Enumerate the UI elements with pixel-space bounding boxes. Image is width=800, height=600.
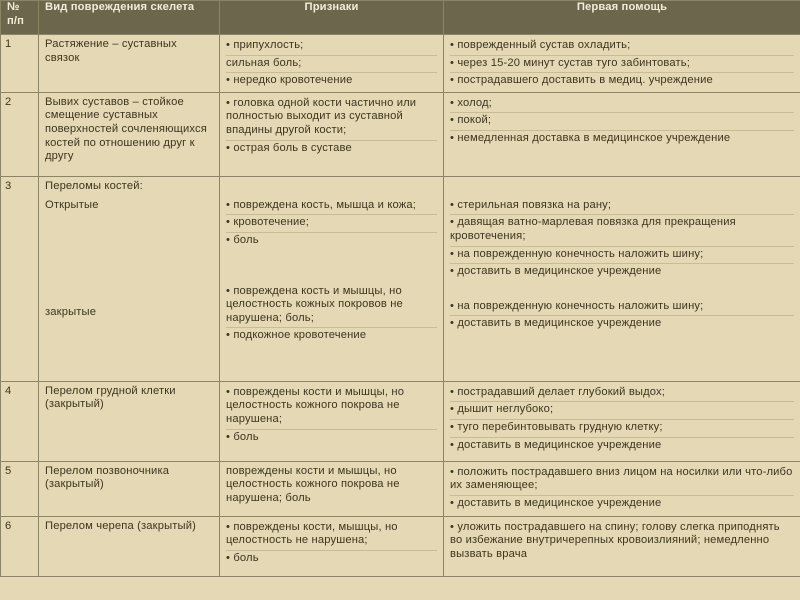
- header-signs: Признаки: [220, 1, 444, 35]
- first-aid-cell: [444, 381, 800, 461]
- sign-item: • боль: [226, 551, 437, 568]
- table-row: [1, 176, 800, 381]
- sign-item: • повреждены кости, мышцы, но целостность не нарушена;: [226, 520, 437, 551]
- aid-item: • на поврежденную конечность наложить шину;: [450, 247, 794, 265]
- aid-item: • немедленная доставка в медицинское учреждение: [450, 131, 794, 148]
- sign-item: • головка одной кости частично или полностью выходит из суставной впадины другой кости;: [226, 96, 437, 141]
- sign-item: • нередко кровотечение: [226, 73, 437, 90]
- row-number: 4: [1, 381, 39, 461]
- fracture-title: Переломы костей:: [45, 179, 143, 192]
- signs-cell: [220, 92, 444, 176]
- injury-type: Вывих суставов – стойкое смещение суставных поверхностей сочленяющихся костей по отношению друг к другу: [39, 92, 220, 176]
- fracture-closed-label: закрытые: [45, 305, 97, 318]
- signs-cell: [220, 35, 444, 93]
- row-number: 2: [1, 92, 39, 176]
- sign-item: сильная боль;: [226, 56, 437, 74]
- header-number: № п/п: [1, 1, 39, 35]
- aid-item: • покой;: [450, 113, 794, 131]
- first-aid-cell: [444, 92, 800, 176]
- table-row: [1, 381, 800, 461]
- aid-item: • поврежденный сустав охладить;: [450, 38, 794, 56]
- sign-item: • кровотечение;: [226, 215, 437, 233]
- first-aid-cell: [444, 461, 800, 516]
- sign-item: • повреждена кость и мышцы, но целостность кожных покровов не нарушена; боль;: [226, 284, 437, 329]
- sign-item: • припухлость;: [226, 38, 437, 56]
- aid-item: • доставить в медицинское учреждение: [450, 496, 794, 513]
- signs-cell: повреждены кости и мышцы, но целостность кожного покрова не нарушена; боль: [220, 461, 444, 516]
- aid-item: • доставить в медицинское учреждение: [450, 316, 794, 333]
- table-row: [1, 92, 800, 176]
- first-aid-cell: [444, 176, 800, 381]
- injury-type: Растяжение – суставных связок: [39, 35, 220, 93]
- sign-item: • боль: [226, 233, 437, 250]
- aid-item: • положить пострадавшего вниз лицом на носилки или что-либо их заменяющее;: [450, 465, 794, 496]
- aid-item: • туго перебинтовывать грудную клетку;: [450, 420, 794, 438]
- aid-item: • через 15-20 минут сустав туго забинтовать;: [450, 56, 794, 74]
- first-aid-cell: [444, 516, 800, 576]
- header-first-aid: Первая помощь: [444, 1, 800, 35]
- first-aid-cell: [444, 35, 800, 93]
- injury-type: [39, 176, 220, 381]
- sign-item: • боль: [226, 430, 437, 447]
- aid-item: • стерильная повязка на рану;: [450, 198, 794, 216]
- row-number: 6: [1, 516, 39, 576]
- sign-item: • подкожное кровотечение: [226, 328, 437, 345]
- signs-cell: [220, 176, 444, 381]
- sign-item: • повреждена кость, мышца и кожа;: [226, 198, 437, 216]
- table-header-row: [1, 1, 800, 35]
- signs-cell: [220, 381, 444, 461]
- aid-item: • давящая ватно-марлевая повязка для прекращения кровотечения;: [450, 215, 794, 246]
- injury-type: Перелом грудной клетки (закрытый): [39, 381, 220, 461]
- aid-item: • холод;: [450, 96, 794, 114]
- row-number: 5: [1, 461, 39, 516]
- sign-item: • острая боль в суставе: [226, 141, 437, 158]
- header-injury-type: Вид повреждения скелета: [39, 1, 220, 35]
- aid-item: • доставить в медицинское учреждение: [450, 438, 794, 455]
- aid-item: • пострадавший делает глубокий выдох;: [450, 385, 794, 403]
- aid-item: • уложить пострадавшего на спину; голову слегка приподнять во избежание внутричерепных кровоизлияний; немедленно вызвать врача: [450, 520, 794, 564]
- sign-item: • повреждены кости и мышцы, но целостность кожного покрова не нарушена;: [226, 385, 437, 430]
- injury-type: Перелом черепа (закрытый): [39, 516, 220, 576]
- row-number: 1: [1, 35, 39, 93]
- aid-item: • пострадавшего доставить в медиц. учреждение: [450, 73, 794, 90]
- aid-item: • дышит неглубоко;: [450, 402, 794, 420]
- fracture-open-label: Открытые: [45, 199, 99, 212]
- row-number: 3: [1, 176, 39, 381]
- aid-item: • доставить в медицинское учреждение: [450, 264, 794, 281]
- signs-cell: [220, 516, 444, 576]
- aid-item: • на поврежденную конечность наложить шину;: [450, 299, 794, 317]
- injury-type: Перелом позвоночника (закрытый): [39, 461, 220, 516]
- table-row: [1, 461, 800, 516]
- table-row: [1, 516, 800, 576]
- table-row: [1, 35, 800, 93]
